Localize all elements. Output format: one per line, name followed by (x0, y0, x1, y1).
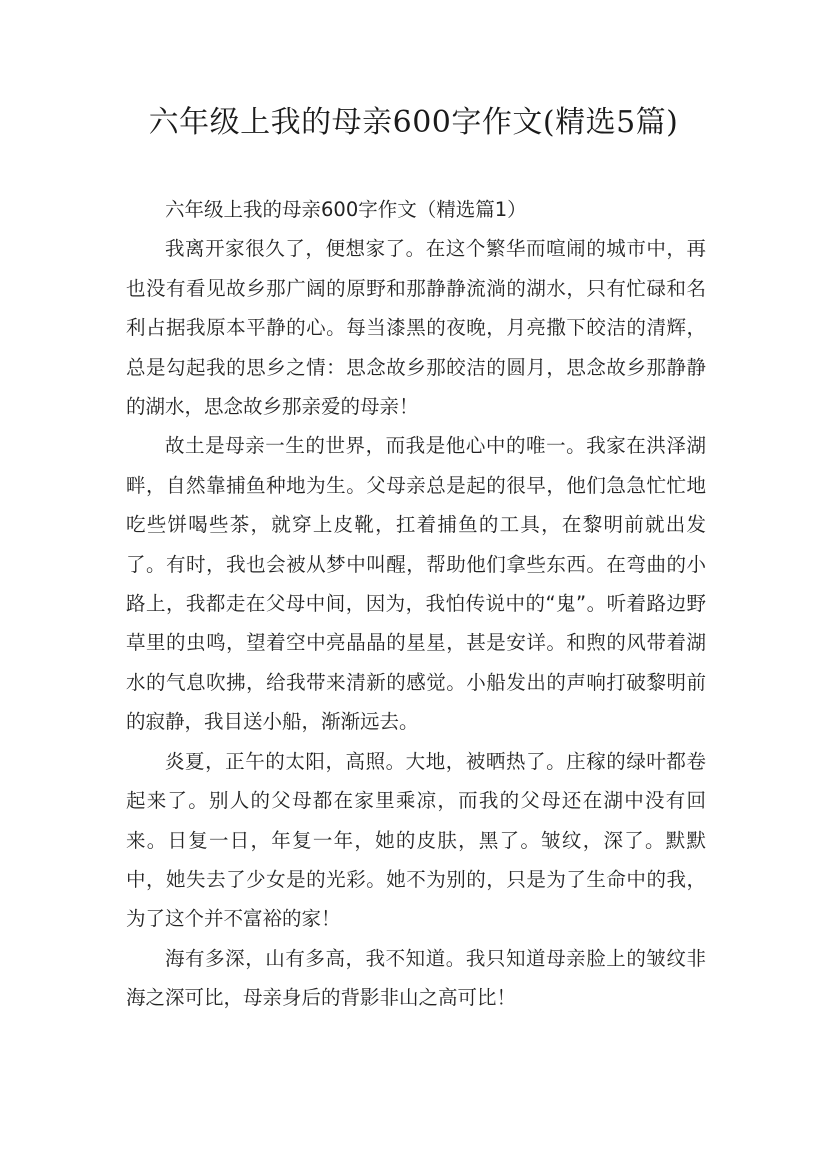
paragraph: 故土是母亲一生的世界，而我是他心中的唯一。我家在洪泽湖畔，自然靠捕鱼种地为生。父母亲总是起的很早，他们急急忙忙地吃些饼喝些茶，就穿上皮靴，扛着捕鱼的工具，在黎明前就出发了。有时，我也会被从梦中叫醒，帮助他们拿些东西。在弯曲的小路上，我都走在父母中间，因为，我怕传说中的“鬼”。听着路边野草里的虫鸣，望着空中亮晶晶的星星，甚是安详。和煦的风带着湖水的气息吹拂，给我带来清新的感觉。小船发出的声响打破黎明前的寂静，我目送小船，渐渐远去。 (126, 434, 706, 734)
document-body (126, 190, 706, 1018)
paragraph: 海有多深，山有多高，我不知道。我只知道母亲脸上的皱纹非海之深可比，母亲身后的背影非山之高可比！ (126, 946, 706, 1010)
section-heading: 六年级上我的母亲600字作文（精选篇1） (165, 198, 527, 221)
paragraph: 我离开家很久了，便想家了。在这个繁华而喧闹的城市中，再也没有看见故乡那广阔的原野和那静静流淌的湖水，只有忙碌和名利占据我原本平静的心。每当漆黑的夜晚，月亮撒下皎洁的清辉，总是勾起我的思乡之情：思念故乡那皎洁的圆月，思念故乡那静静的湖水，思念故乡那亲爱的母亲！ (126, 237, 706, 419)
document-title: 六年级上我的母亲600字作文(精选5篇) (148, 105, 679, 140)
paragraph: 炎夏，正午的太阳，高照。大地，被晒热了。庄稼的绿叶都卷起来了。别人的父母都在家里乘凉，而我的父母还在湖中没有回来。日复一日，年复一年，她的皮肤，黑了。皱纹，深了。默默中，她失去了少女是的光彩。她不为别的，只是为了生命中的我，为了这个并不富裕的家！ (126, 749, 706, 931)
